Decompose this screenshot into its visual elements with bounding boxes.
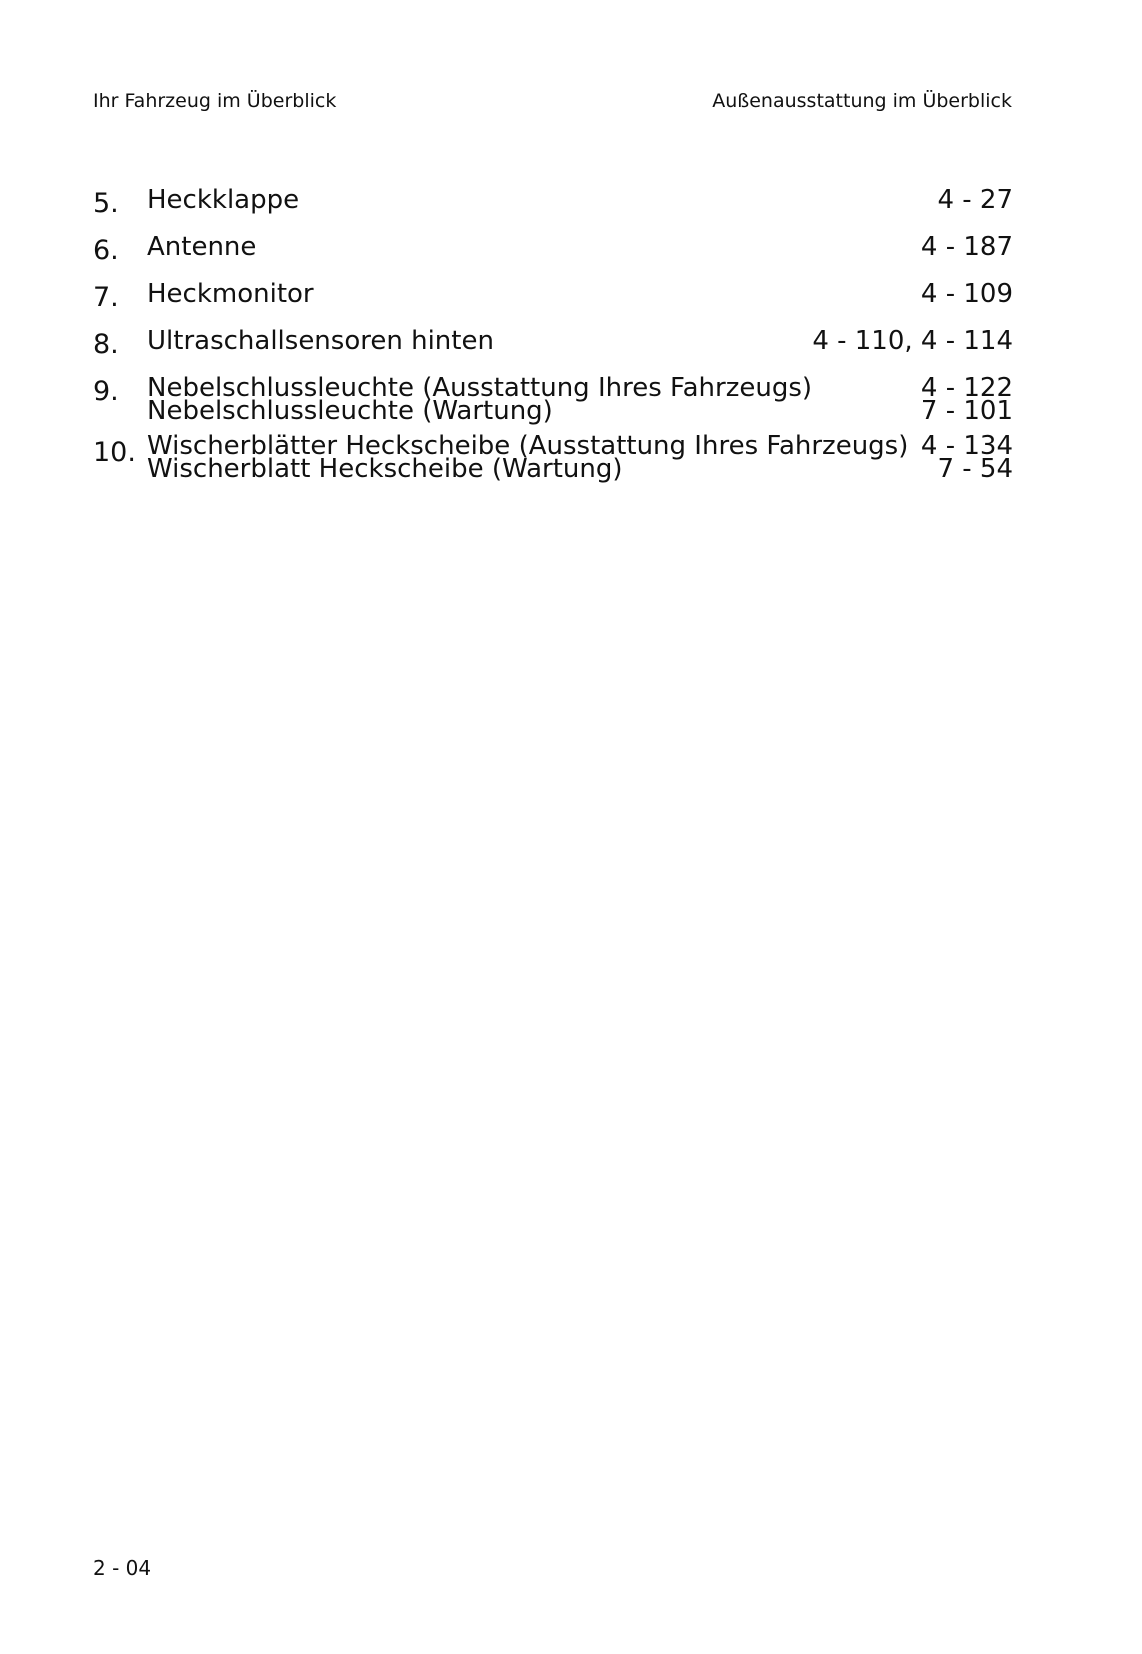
entry-number: 7. — [93, 282, 119, 313]
index-entry-7 — [93, 279, 1013, 313]
entry-page-ref[interactable]: 4 - 134 — [920, 431, 1013, 461]
index-entry-10 — [93, 431, 1013, 484]
entry-line — [93, 234, 1013, 261]
entry-number: 10. — [93, 437, 136, 468]
entry-page-ref[interactable]: 4 - 109 — [920, 279, 1013, 309]
entry-line — [93, 431, 1013, 461]
entry-title: Wischerblatt Heckscheibe (Wartung) — [147, 454, 623, 484]
entry-number: 5. — [93, 188, 119, 219]
entry-title: Heckklappe — [147, 185, 300, 215]
entry-page-ref[interactable]: 4 - 187 — [920, 232, 1013, 262]
entry-page-ref[interactable]: 4 - 122 — [920, 373, 1013, 403]
entry-title: Ultraschallsensoren hinten — [147, 326, 494, 356]
index-entry-9 — [93, 373, 1013, 426]
index-entry-5 — [93, 185, 1013, 219]
entry-title: Antenne — [147, 232, 257, 262]
page-number: 2 - 04 — [93, 1556, 152, 1580]
entry-page-ref[interactable]: 7 - 101 — [920, 396, 1013, 426]
running-header-section: Ihr Fahrzeug im Überblick — [93, 90, 337, 112]
entry-line — [93, 396, 1013, 426]
entry-title: Nebelschlussleuchte (Wartung) — [147, 396, 553, 426]
running-header-chapter: Außenausstattung im Überblick — [712, 90, 1012, 112]
index-entry-6 — [93, 232, 1013, 266]
entry-number: 6. — [93, 235, 119, 266]
entry-title: Wischerblätter Heckscheibe (Ausstattung Ihres Fahrzeugs) — [147, 431, 909, 461]
entry-line — [93, 454, 1013, 484]
entry-line — [93, 373, 1013, 403]
entry-page-ref[interactable]: 7 - 54 — [937, 454, 1013, 484]
index-entry-8 — [93, 326, 1013, 360]
entry-number: 8. — [93, 329, 119, 360]
entry-title: Nebelschlussleuchte (Ausstattung Ihres Fahrzeugs) — [147, 373, 813, 403]
entry-line — [93, 328, 1013, 355]
entry-line — [93, 187, 1013, 214]
entry-title: Heckmonitor — [147, 279, 314, 309]
entry-page-ref[interactable]: 4 - 110, 4 - 114 — [812, 326, 1013, 356]
entry-line — [93, 281, 1013, 308]
entry-page-ref[interactable]: 4 - 27 — [937, 185, 1013, 215]
entry-number: 9. — [93, 376, 119, 407]
